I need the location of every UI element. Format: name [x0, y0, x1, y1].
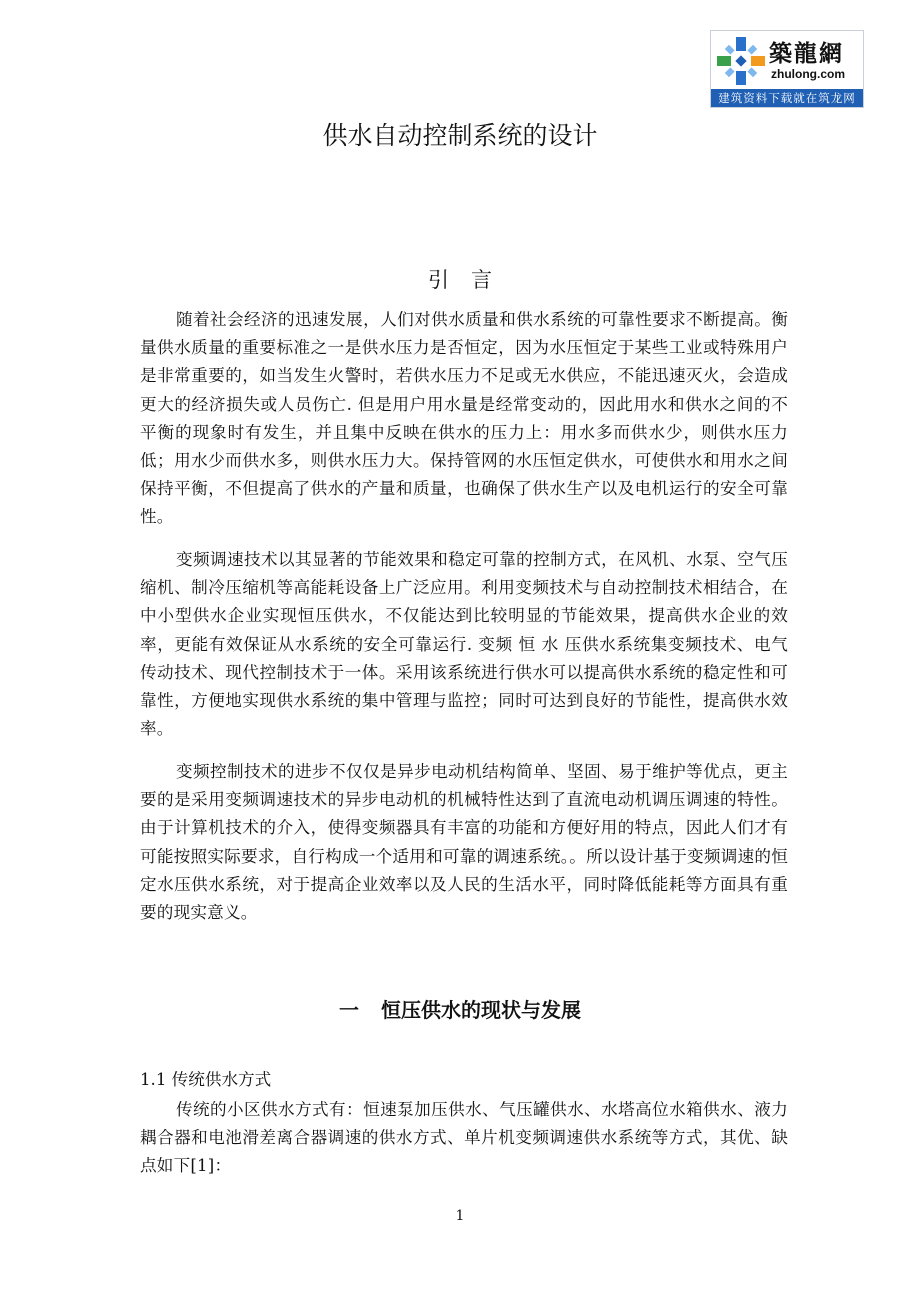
zhulong-logo — [710, 30, 864, 108]
intro-heading: 引言 — [428, 268, 514, 292]
logo-banner: 建筑资料下载就在筑龙网 — [711, 89, 863, 107]
intro-paragraph-1: 随着社会经济的迅速发展，人们对供水质量和供水系统的可靠性要求不断提高。衡量供水质量的重要标准之一是供水压力是否恒定，因为水压恒定于某些工业或特殊用户是非常重要的，如当发生火警时，若供水压力不足或无水供应，不能迅速灭火，会造成更大的经济损失或人员伤亡. 但是用户用水量是经常变动的，因此用水和供水之间的不平衡的现象时有发生，并且集中反映在供水的压力上：用水多而供水少，则供水压力低；用水少而供水多，则供水压力大。保持管网的水压恒定供水，可使供水和用水之间保持平衡，不但提高了供水的产量和质量，也确保了供水生产以及电机运行的安全可靠性。 — [140, 310, 788, 527]
subsection-title: 1.1 传统供水方式 — [140, 1070, 272, 1089]
chapter-heading — [0, 994, 920, 1026]
zhulong-logo-icon — [715, 35, 767, 87]
logo-brand-cn: 築龍網 — [769, 40, 844, 67]
intro-paragraph-3: 变频控制技术的进步不仅仅是异步电动机结构简单、坚固、易于维护等优点，更主要的是采用变频调速技术的异步电动机的机械特性达到了直流电动机调压调速的特性。由于计算机技术的介入，使得变频器具有丰富的功能和方便好用的特点，因此人们才有可能按照实际要求，自行构成一个适用和可靠的调速系统。。所以设计基于变频调速的恒定水压供水系统，对于提高企业效率以及人民的生活水平，同时降低能耗等方面具有重要的现实意义。 — [140, 762, 788, 923]
subsection-paragraph: 传统的小区供水方式有：恒速泵加压供水、气压罐供水、水塔高位水箱供水、液力耦合器和电池滑差离合器调速的供水方式、单片机变频调速供水系统等方式，其优、缺点如下[1]： — [140, 1100, 788, 1176]
page-number: 1 — [455, 1208, 465, 1224]
logo-brand-en: zhulong.com — [771, 67, 845, 81]
chapter-title: 恒压供水的现状与发展 — [381, 998, 581, 1022]
intro-paragraph-2: 变频调速技术以其显著的节能效果和稳定可靠的控制方式，在风机、水泵、空气压缩机、制冷压缩机等高能耗设备上广泛应用。利用变频技术与自动控制技术相结合，在中小型供水企业实现恒压供水，不仅能达到比较明显的节能效果，提高供水企业的效率，更能有效保证从水系统的安全可靠运行. 变频 恒 水 压供水系统集变频技术、电气传动技术、现代控制技术于一体。采用该系统进行供水可以提高供水系统的稳定性和可靠性，方便地实现供水系统的集中管理与监控；同时可达到良好的节能性，提高供水效率。 — [140, 550, 788, 739]
document-title: 供水自动控制系统的设计 — [322, 121, 598, 150]
chapter-number: 一 — [339, 998, 359, 1022]
